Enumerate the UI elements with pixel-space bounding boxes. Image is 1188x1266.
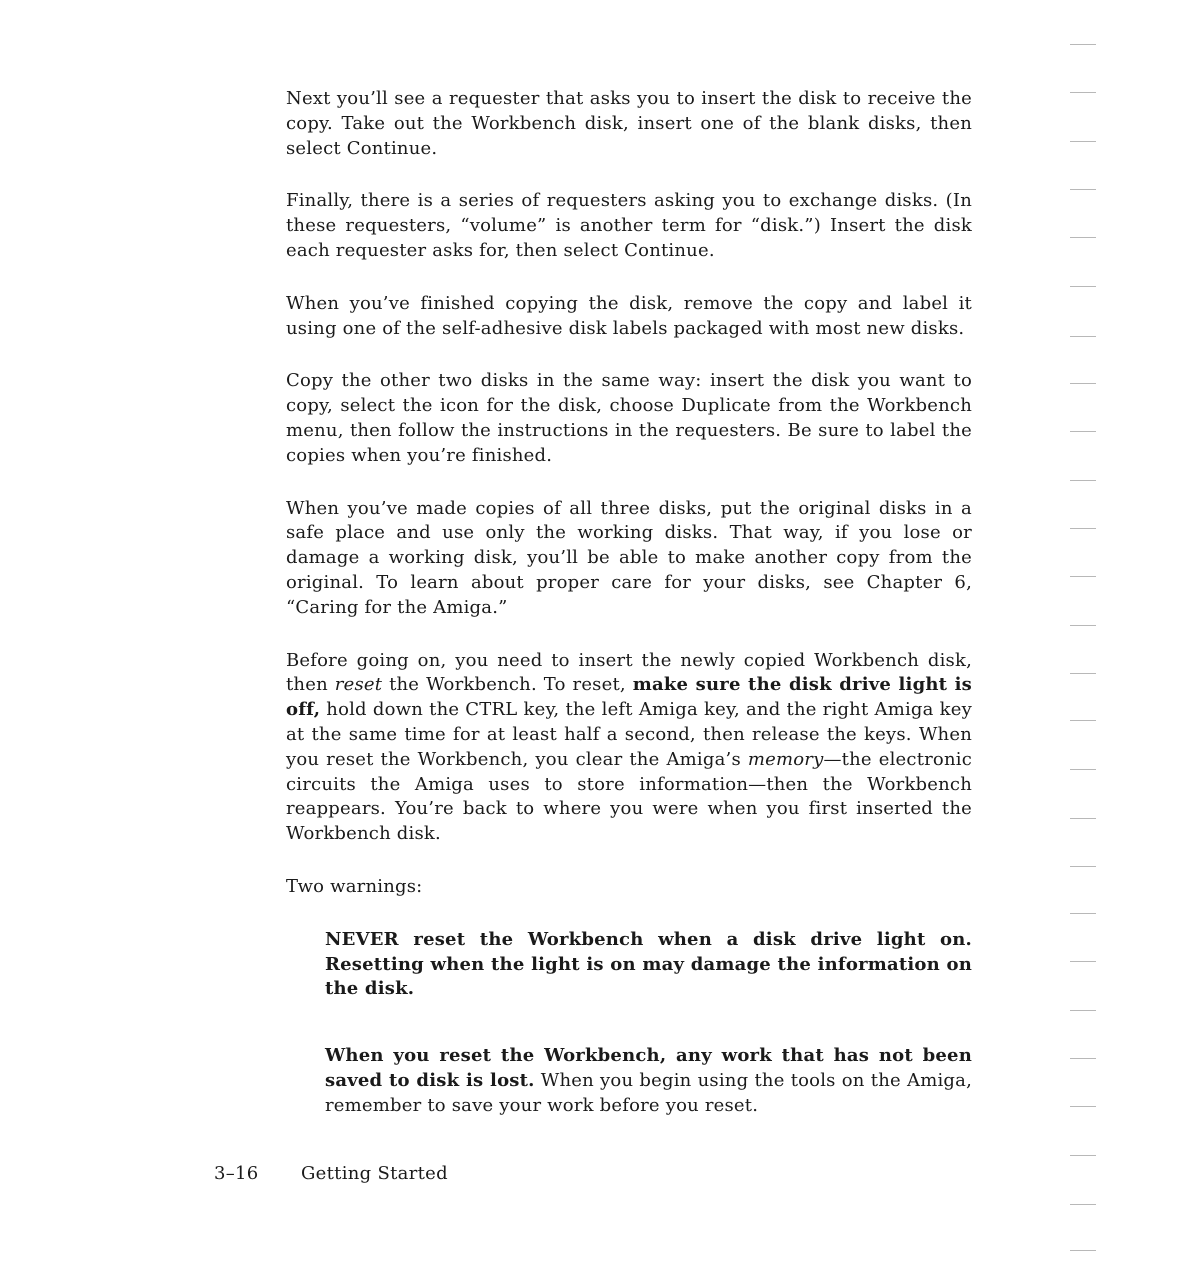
edge-mark — [1070, 720, 1096, 721]
paragraph-exchange-disks: Finally, there is a series of requesters asking you to exchange disks. (In these requesters, “volume” is another term for “disk.”) Insert the disk each requester asks for, then select Continue. — [286, 190, 972, 261]
paragraph-store-originals: When you’ve made copies of all three disks, put the original disks in a safe place and use only the working disks. That way, if you lose or damage a working disk, you’ll be able to make another copy from the original. To learn about proper care for your disks, see Chapter 6, “Caring for the Amiga.” — [286, 497, 972, 618]
page-footer — [214, 1163, 448, 1184]
reset-text-b: the Workbench. To reset, — [382, 674, 633, 696]
edge-mark — [1070, 961, 1096, 962]
edge-mark — [1070, 1204, 1096, 1205]
warning-never-reset-text: NEVER reset the Workbench when a disk drive light on. Resetting when the light is on may damage the information on the disk. — [325, 928, 972, 1000]
edge-mark — [1070, 189, 1096, 190]
paragraph-reset-workbench — [286, 649, 972, 847]
section-title: Getting Started — [301, 1163, 448, 1184]
paragraph-label-copy: When you’ve finished copying the disk, remove the copy and label it using one of the self-adhesive disk labels packaged with most new disks. — [286, 292, 972, 339]
edge-mark — [1070, 1250, 1096, 1251]
edge-mark — [1070, 92, 1096, 93]
edge-mark — [1070, 913, 1096, 914]
paragraph-requester-insert: Next you’ll see a requester that asks you to insert the disk to receive the copy. Take out the Workbench disk, insert one of the blank disks, then select Continue. — [286, 88, 972, 159]
warning-never-reset — [325, 928, 972, 1002]
edge-mark — [1070, 431, 1096, 432]
warning-work-lost — [325, 1044, 972, 1118]
edge-mark — [1070, 818, 1096, 819]
reset-text-c: hold down the CTRL key, the left Amiga key, and the right Amiga key at the same time for at least half a second, then release the keys. When you reset the Workbench, you clear the Amiga’s — [286, 699, 972, 770]
page-edge-marks — [1070, 38, 1096, 1258]
edge-mark — [1070, 1058, 1096, 1059]
edge-mark — [1070, 625, 1096, 626]
page-number: 3–16 — [214, 1163, 259, 1184]
memory-term: memory — [747, 748, 824, 770]
edge-mark — [1070, 1106, 1096, 1107]
edge-mark — [1070, 336, 1096, 337]
edge-mark — [1070, 673, 1096, 674]
reset-term: reset — [334, 674, 383, 696]
edge-mark — [1070, 528, 1096, 529]
edge-mark — [1070, 383, 1096, 384]
warning-work-lost-rest: When you begin using the tools on the Amiga, remember to save your work before you reset. — [325, 1069, 972, 1116]
edge-mark — [1070, 769, 1096, 770]
body-text — [286, 87, 972, 1119]
paragraph-copy-other-disks: Copy the other two disks in the same way: insert the disk you want to copy, select the icon for the disk, choose Duplicate from the Workbench menu, then follow the instructions in the requesters. Be sure to label the copies when you’re finished. — [286, 370, 972, 466]
edge-mark — [1070, 480, 1096, 481]
reset-text-d: —the electronic circuits the Amiga uses to store information—then the Workbench reappears. You’re back to where you were when you first inserted the Workbench disk. — [286, 748, 972, 845]
warning-work-lost-bold: When you reset the Workbench, any work that has not been saved to disk is lost. — [325, 1045, 972, 1091]
paragraph-two-warnings: Two warnings: — [286, 875, 423, 897]
edge-mark — [1070, 44, 1096, 45]
edge-mark — [1070, 1155, 1096, 1156]
edge-mark — [1070, 237, 1096, 238]
edge-mark — [1070, 1010, 1096, 1011]
edge-mark — [1070, 576, 1096, 577]
edge-mark — [1070, 141, 1096, 142]
reset-text-a: Before going on, you need to insert the newly copied Workbench disk, then — [286, 649, 972, 696]
edge-mark — [1070, 866, 1096, 867]
edge-mark — [1070, 286, 1096, 287]
reset-caution: make sure the disk drive light is off, — [286, 674, 973, 721]
